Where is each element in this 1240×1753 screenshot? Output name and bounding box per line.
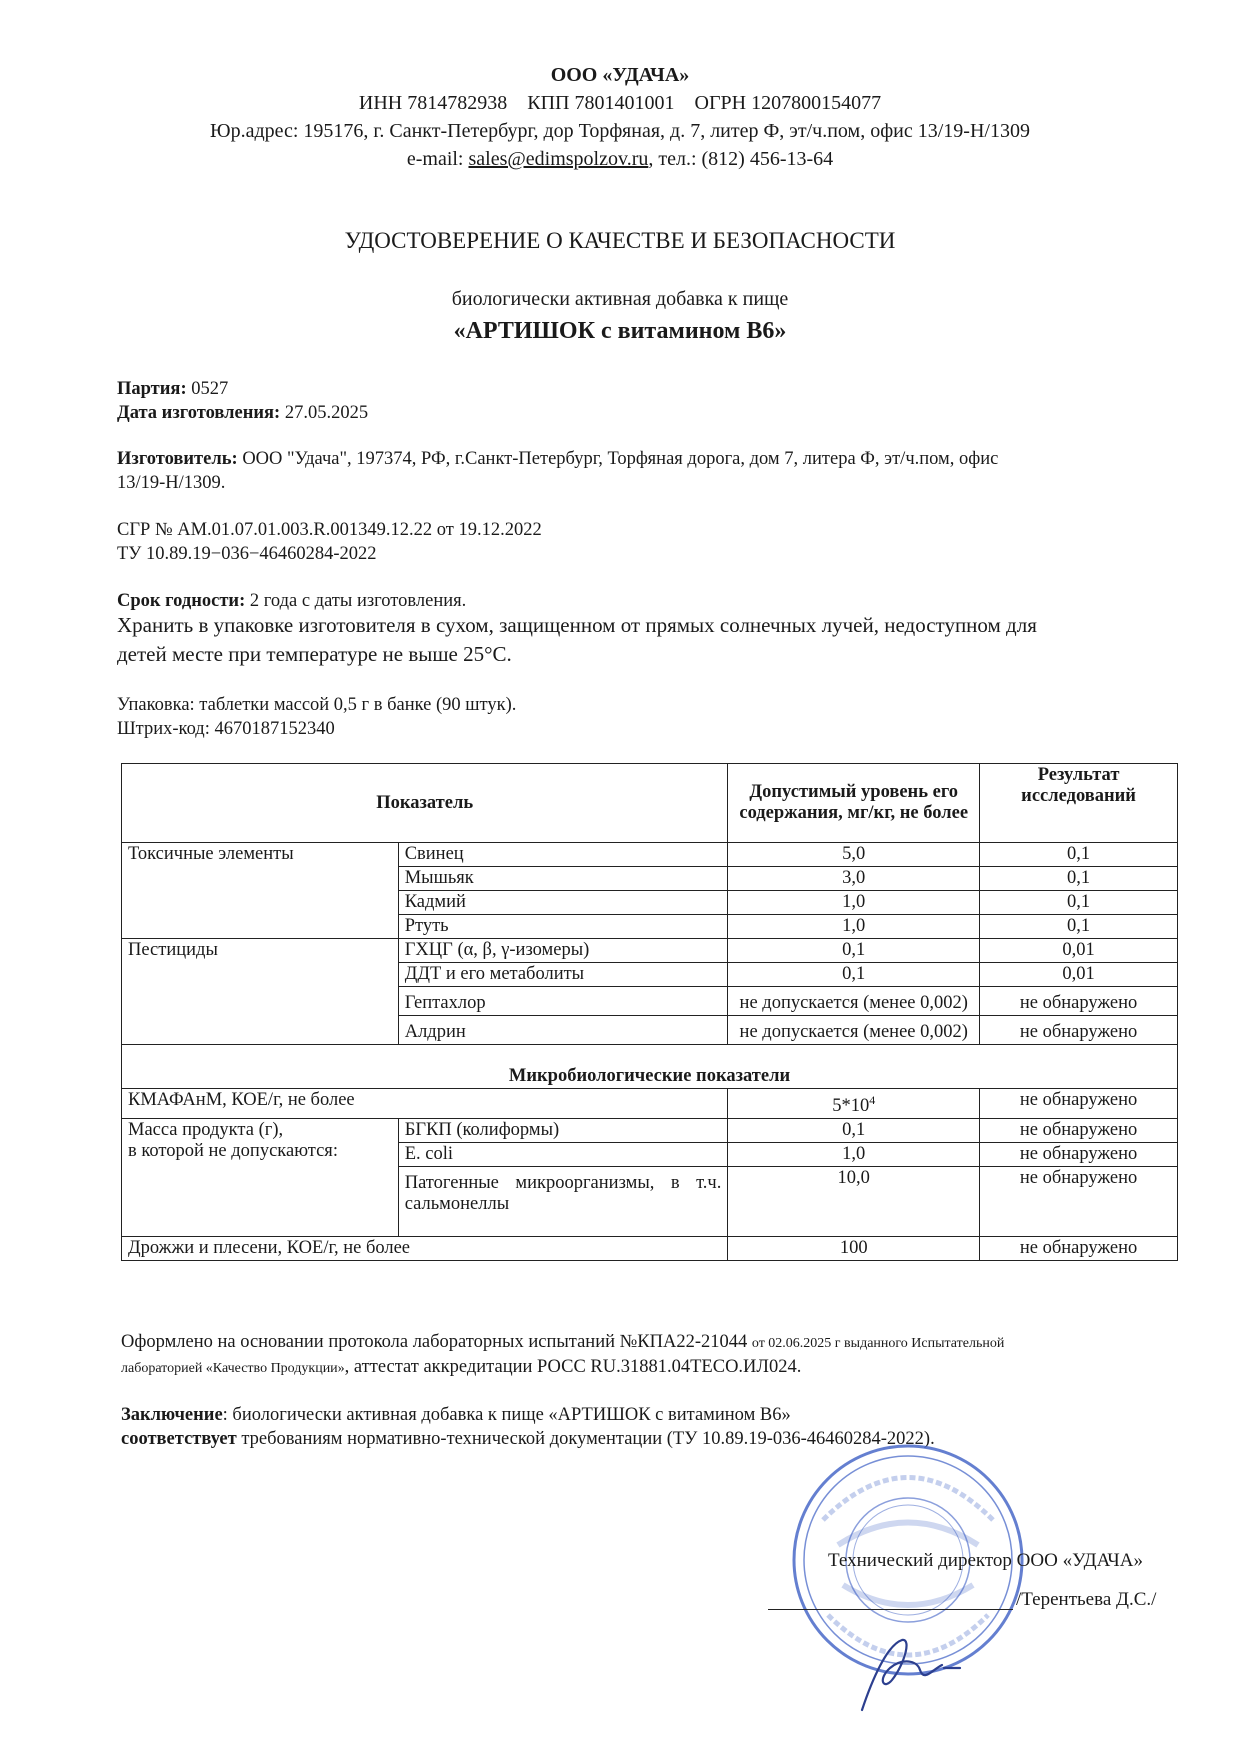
indicator-name: E. coli: [398, 1143, 728, 1167]
company-ogrn: ОГРН 1207800154077: [694, 92, 882, 114]
batch: [117, 377, 228, 401]
company-name: ООО «УДАЧА»: [550, 64, 690, 86]
phone: , тел.: (812) 456-13-64: [648, 148, 834, 170]
limit-value: 1,0: [728, 1143, 980, 1167]
indicator-name: Ртуть: [398, 915, 728, 939]
result-value: не обнаружено: [980, 1167, 1178, 1237]
indicator-name: Кадмий: [398, 891, 728, 915]
indicator-name: КМАФАнМ, КОЕ/г, не более: [122, 1089, 728, 1119]
shelf-life: [117, 589, 466, 613]
limit-base: 5*10: [832, 1096, 870, 1117]
manufacturer-line1: ООО "Удача", 197374, РФ, г.Санкт-Петербург, Торфяная дорога, дом 7, литера Ф, эт/ч.пом, офис: [237, 449, 999, 469]
document-title: УДОСТОВЕРЕНИЕ О КАЧЕСТВЕ И БЕЗОПАСНОСТИ: [344, 228, 896, 253]
table-row: [122, 1119, 1178, 1143]
result-value: 0,1: [980, 867, 1178, 891]
limit-value: 3,0: [728, 867, 980, 891]
mass-group-line2: в которой не допускаются:: [128, 1141, 338, 1162]
email-link[interactable]: sales@edimspolzov.ru: [468, 148, 649, 170]
quality-table: [121, 763, 1178, 1261]
header-limit: Допустимый уровень его содержания, мг/кг, не более: [728, 764, 980, 843]
manufacturer: [117, 447, 998, 471]
indicator-name: Гептахлор: [398, 987, 728, 1016]
storage-line2: детей месте при температуре не выше 25°С.: [117, 642, 512, 666]
micro-section-row: [122, 1045, 1178, 1089]
limit-value: 1,0: [728, 915, 980, 939]
indicator-name: Свинец: [398, 843, 728, 867]
pesticides-group: Пестициды: [122, 939, 399, 1045]
conclusion-label2: соответствует: [121, 1429, 237, 1449]
result-value: не обнаружено: [980, 1237, 1178, 1261]
conclusion-line1: [121, 1403, 791, 1427]
company-registration: [0, 91, 1240, 115]
indicator-name: ГХЦГ (α, β, γ-изомеры): [398, 939, 728, 963]
basis-line2: [121, 1355, 801, 1381]
manufacturer-line2: 13/19-Н/1309.: [117, 473, 226, 493]
limit-value: 100: [728, 1237, 980, 1261]
signatory-name: /Терентьева Д.С./: [1016, 1589, 1157, 1610]
product-type: биологически активная добавка к пище: [451, 288, 789, 310]
table-row: [122, 1237, 1178, 1261]
conclusion-text2: требованиям нормативно-технической документации (ТУ 10.89.19-036-46460284-2022).: [236, 1429, 935, 1449]
table-row: [122, 939, 1178, 963]
basis-accreditation: , аттестат аккредитации РОСС RU.31881.04ТЕСО.ИЛ024.: [344, 1357, 802, 1377]
product-name: «АРТИШОК с витамином В6»: [453, 318, 787, 344]
signature: [832, 1620, 982, 1720]
conclusion-text1: : биологически активная добавка к пище «АРТИШОК с витамином В6»: [222, 1405, 791, 1425]
result-value: 0,1: [980, 891, 1178, 915]
email-label: e-mail:: [406, 148, 469, 170]
indicator-name: ДДТ и его метаболиты: [398, 963, 728, 987]
manufacture-date-value: 27.05.2025: [280, 403, 369, 423]
shelf-life-label: Срок годности:: [117, 591, 246, 611]
result-value: не обнаружено: [980, 1119, 1178, 1143]
batch-value: 0527: [186, 379, 229, 399]
packaging: Упаковка: таблетки массой 0,5 г в банке (90 штук).: [117, 695, 517, 715]
indicator-name: Дрожжи и плесени, КОЕ/г, не более: [122, 1237, 728, 1261]
limit-value: 0,1: [728, 939, 980, 963]
batch-label: Партия:: [117, 379, 187, 399]
signature-line: [768, 1609, 1013, 1610]
conclusion-label: Заключение: [121, 1405, 223, 1425]
manufacturer-label: Изготовитель:: [117, 449, 238, 469]
limit-value: 10,0: [728, 1167, 980, 1237]
limit-value: 0,1: [728, 963, 980, 987]
basis-lab: лабораторией «Качество Продукции»: [121, 1361, 345, 1376]
limit-value: не допускается (менее 0,002): [728, 1016, 980, 1045]
basis-line1: [121, 1330, 1004, 1356]
manufacture-date: [117, 401, 368, 425]
table-row: [122, 843, 1178, 867]
result-value: 0,01: [980, 963, 1178, 987]
table-header-row: [122, 764, 1178, 843]
signatory-title: Технический директор ООО «УДАЧА»: [828, 1550, 1143, 1571]
mass-group-line1: Масса продукта (г),: [128, 1120, 284, 1141]
basis-protocol: Оформлено на основании протокола лабораторных испытаний №КПА22-21044: [121, 1332, 752, 1352]
result-value: не обнаружено: [980, 1089, 1178, 1119]
result-value: не обнаружено: [980, 987, 1178, 1016]
indicator-name: Патогенные микроорганизмы, в т.ч. сальмонеллы: [398, 1167, 728, 1237]
limit-exponent: 4: [869, 1093, 876, 1107]
result-value: не обнаружено: [980, 1143, 1178, 1167]
basis-issued: от 02.06.2025 г выданного Испытательной: [751, 1336, 1005, 1351]
toxic-group: Токсичные элементы: [122, 843, 399, 939]
header-result: Результат исследований: [980, 764, 1178, 843]
result-value: 0,01: [980, 939, 1178, 963]
indicator-name: БГКП (колиформы): [398, 1119, 728, 1143]
result-value: 0,1: [980, 843, 1178, 867]
limit-value: 1,0: [728, 891, 980, 915]
micro-section-title: Микробиологические показатели: [122, 1045, 1178, 1089]
limit-value: 0,1: [728, 1119, 980, 1143]
shelf-life-value: 2 года с даты изготовления.: [245, 591, 467, 611]
company-address: Юр.адрес: 195176, г. Санкт-Петербург, дор Торфяная, д. 7, литер Ф, эт/ч.пом, офис 13/19-Н/1309: [210, 120, 1030, 142]
indicator-name: Алдрин: [398, 1016, 728, 1045]
company-inn: ИНН 7814782938: [358, 92, 508, 114]
manufacture-date-label: Дата изготовления:: [117, 403, 281, 423]
tu: ТУ 10.89.19−036−46460284-2022: [117, 544, 377, 564]
limit-value: 5,0: [728, 843, 980, 867]
header-indicator: Показатель: [122, 764, 728, 843]
limit-value: не допускается (менее 0,002): [728, 987, 980, 1016]
company-contacts: [0, 147, 1240, 171]
sgr: СГР № AM.01.07.01.003.R.001349.12.22 от 19.12.2022: [117, 520, 542, 540]
result-value: не обнаружено: [980, 1016, 1178, 1045]
limit-value: [728, 1089, 980, 1119]
mass-group: [122, 1119, 399, 1237]
indicator-name: Мышьяк: [398, 867, 728, 891]
table-row: [122, 1089, 1178, 1119]
company-kpp: КПП 7801401001: [527, 92, 675, 114]
barcode: Штрих-код: 4670187152340: [117, 719, 335, 739]
result-value: 0,1: [980, 915, 1178, 939]
storage-line1: Хранить в упаковке изготовителя в сухом, защищенном от прямых солнечных лучей, недоступном для: [117, 613, 1037, 637]
